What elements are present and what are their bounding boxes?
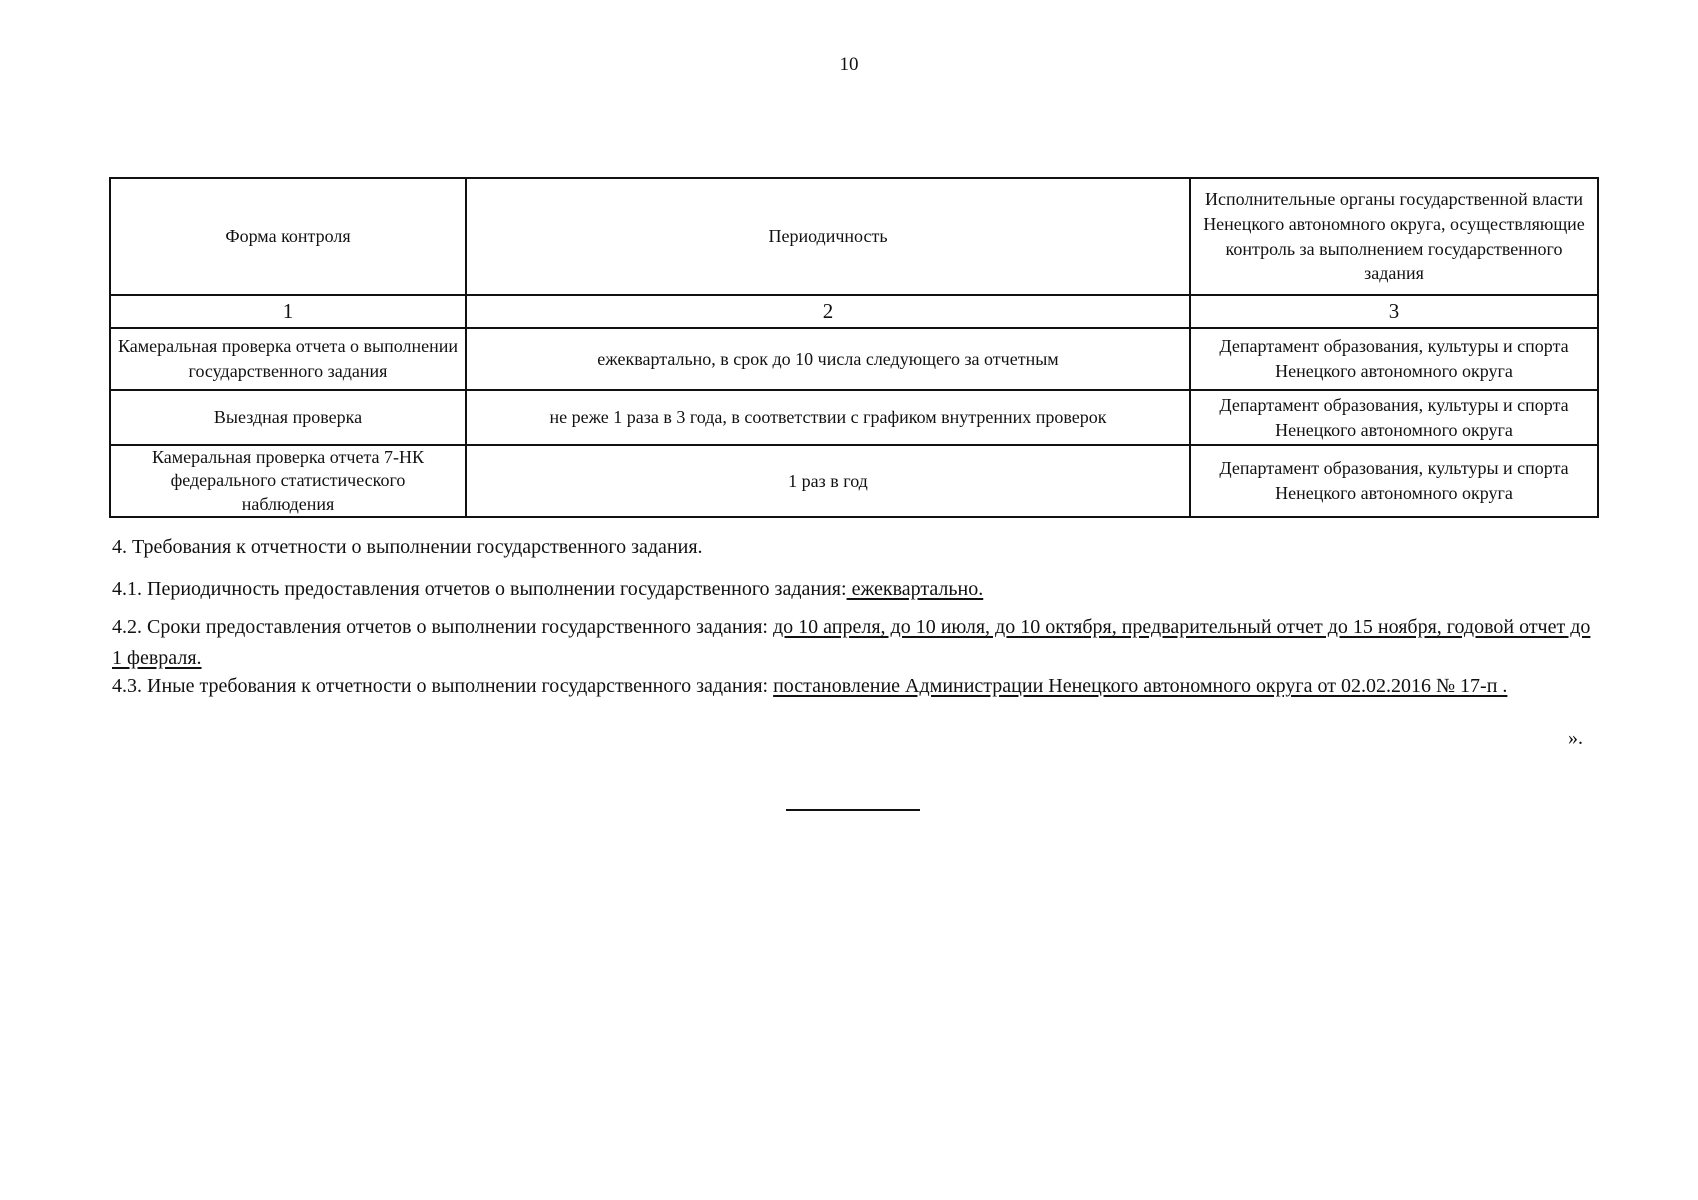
header-authority: Исполнительные органы государственной власти Ненецкого автономного округа, осуществляющие контроль за выполнением государственного задания [1190,178,1598,295]
section-4-2 [112,612,1598,674]
section-4-3-label: 4.3. Иные требования к отчетности о выполнении государственного задания: [112,675,774,697]
cell-authority: Департамент образования, культуры и спорта Ненецкого автономного округа [1190,390,1598,445]
separator-line [786,809,920,811]
header-periodicity: Периодичность [466,178,1190,295]
column-number-row [110,295,1598,328]
section-4-3 [112,671,1598,702]
cell-authority: Департамент образования, культуры и спорта Ненецкого автономного округа [1190,328,1598,390]
closing-quote: ». [1568,727,1583,749]
section-4-3-value: постановление Администрации Ненецкого автономного округа от 02.02.2016 № 17-п . [773,675,1508,697]
table-header-row [110,178,1598,295]
table-row [110,445,1598,517]
cell-periodicity: не реже 1 раза в 3 года, в соответствии с графиком внутренних проверок [466,390,1190,445]
section-4-2-value: до 10 апреля, до 10 июля, до 10 октября, предварительный отчет до 15 ноября, годовой отчет до 1 февраля. [112,616,1591,669]
cell-periodicity: ежеквартально, в срок до 10 числа следующего за отчетным [466,328,1190,390]
cell-control-form: Камеральная проверка отчета 7-НК федерального статистического наблюдения [110,445,466,517]
page-number: 10 [839,54,859,75]
cell-control-form: Камеральная проверка отчета о выполнении государственного задания [110,328,466,390]
column-number: 3 [1190,295,1598,328]
table-row [110,328,1598,390]
cell-control-form: Выездная проверка [110,390,466,445]
header-control-form: Форма контроля [110,178,466,295]
section-4-1 [112,574,1598,605]
section-4-heading: 4. Требования к отчетности о выполнении государственного задания. [112,536,703,558]
column-number: 1 [110,295,466,328]
cell-authority: Департамент образования, культуры и спорта Ненецкого автономного округа [1190,445,1598,517]
control-table [109,177,1599,518]
section-4-2-label: 4.2. Сроки предоставления отчетов о выполнении государственного задания: [112,616,773,638]
section-4-1-value: ежеквартально. [846,578,984,600]
cell-periodicity: 1 раз в год [466,445,1190,517]
column-number: 2 [466,295,1190,328]
table-row [110,390,1598,445]
section-4-1-label: 4.1. Периодичность предоставления отчетов о выполнении государственного задания: [112,578,847,600]
